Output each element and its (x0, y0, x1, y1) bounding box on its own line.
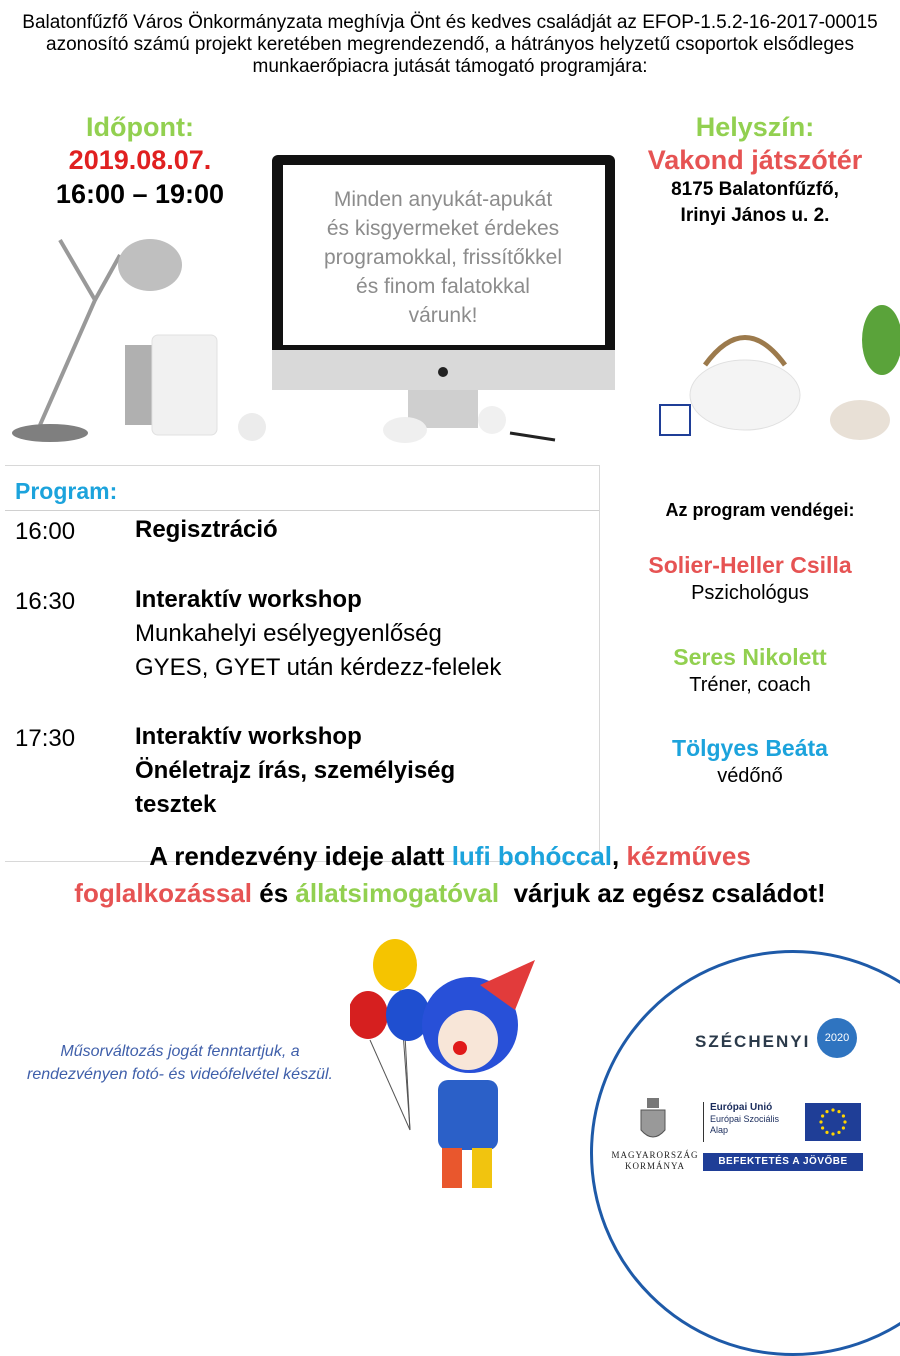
pencil (510, 433, 555, 440)
guest (600, 733, 900, 789)
crumpled-paper (478, 406, 506, 434)
closing-highlight-red: foglalkozással (74, 878, 253, 908)
program-detail: Önéletrajz írás, személyiség (135, 757, 456, 784)
program-title: Interaktív workshop (135, 586, 362, 613)
apple-logo-icon (438, 367, 448, 377)
guest-name: Tölgyes Beáta (672, 735, 828, 761)
closing-highlight-blue: lufi bohóccal (451, 841, 613, 871)
venue-address-line: Irinyi János u. 2. (680, 205, 830, 226)
monitor-message-line: várunk! (408, 304, 478, 327)
program-item (135, 720, 455, 822)
event-time: 16:00 – 19:00 (55, 179, 225, 209)
program-divider (5, 510, 599, 511)
lamp-shade (118, 239, 182, 291)
bird-figurine (383, 417, 427, 443)
eu-fund-text (703, 1102, 808, 1142)
closing-message (0, 838, 900, 912)
white-ball (238, 413, 266, 441)
closing-highlight-red: kézműves (626, 841, 751, 871)
monitor-message-line: és kisgyermeket érdekes (326, 217, 560, 240)
program-time: 16:00 (15, 518, 76, 545)
guest-name: Seres Nikolett (673, 644, 827, 670)
desk-lamp (40, 240, 120, 425)
investment-banner: BEFEKTETÉS A JÖVŐBE (703, 1153, 863, 1171)
guest (600, 550, 900, 606)
monitor-message-line: és finom falatokkal (356, 275, 530, 298)
clown-leg-right (472, 1148, 492, 1188)
program-time: 16:30 (15, 588, 76, 615)
program-header: Program: (15, 478, 118, 504)
guest-role: Tréner, coach (689, 674, 811, 696)
hungarian-coat-of-arms-icon (638, 1098, 668, 1146)
balloon-yellow (373, 939, 417, 991)
venue-name: Vakond játszótér (647, 145, 863, 175)
program-item (135, 583, 501, 685)
program-detail: tesztek (135, 791, 217, 818)
monitor-message-line: programokkal, frissítőkkel (323, 246, 563, 269)
lamp-base (12, 424, 88, 442)
monitor-message-line: Minden anyukát-apukát (333, 188, 553, 211)
event-date: 2019.08.07. (68, 145, 212, 175)
plant (862, 305, 900, 375)
closing-text: várjuk az egész családot! (499, 878, 826, 908)
szechenyi-2020-badge: 2020 (817, 1018, 857, 1058)
guest-role: védőnő (717, 765, 783, 787)
pen-holder (125, 345, 155, 425)
event-time-block (20, 112, 260, 211)
cup (660, 405, 690, 435)
szechenyi-logo-text: SZÉCHENYI (695, 1032, 811, 1051)
white-vase (152, 335, 217, 435)
eu-line: Alap (710, 1125, 729, 1135)
closing-text: , (612, 841, 627, 871)
clown-body (438, 1080, 498, 1150)
program-title: Regisztráció (135, 516, 278, 543)
guest-name: Solier-Heller Csilla (648, 552, 852, 578)
venue-address-line: 8175 Balatonfűzfő, (671, 179, 839, 200)
program-detail: Munkahelyi esélyegyenlőség (135, 620, 442, 647)
government-label-line: MAGYARORSZÁG (611, 1150, 699, 1160)
disclaimer-note: Műsorváltozás jogát fenntartjuk, a rendezvényen fotó- és videófelvétel készül. (27, 1043, 333, 1083)
eu-line: Európai Unió (710, 1102, 773, 1113)
headphones (830, 400, 890, 440)
program-detail: GYES, GYET után kérdezz-felelek (135, 654, 502, 681)
guests-title: Az program vendégei: (665, 500, 855, 520)
eu-flag-icon (805, 1103, 861, 1141)
venue-label: Helyszín: (695, 112, 815, 142)
program-time: 17:30 (15, 725, 76, 752)
guest-role: Pszichológus (691, 582, 809, 604)
clown-illustration (350, 930, 550, 1200)
government-label (605, 1150, 705, 1172)
time-label: Időpont: (86, 112, 194, 142)
program-title: Interaktív workshop (135, 723, 362, 750)
clown-leg-left (442, 1148, 462, 1188)
venue-block (610, 112, 900, 229)
guest (600, 642, 900, 698)
closing-text: és (252, 878, 296, 908)
balloon-red (350, 991, 388, 1039)
clown-face (438, 1010, 498, 1070)
monitor-message (288, 185, 598, 330)
kettle (690, 360, 800, 430)
clown-nose (453, 1041, 467, 1055)
eu-line: Európai Szociális (710, 1114, 780, 1124)
closing-text: A rendezvény ideje alatt (149, 841, 452, 871)
government-label-line: KORMÁNYA (624, 1161, 685, 1171)
intro-text: Balatonfűzfő Város Önkormányzata meghívja Önt és kedves családját az EFOP-1.5.2-16-2017-00015 azonosító számú projekt keretében megrendezendő, a hátrányos helyzetű csoportok elsődleges munkaerőpiacra jutását támogató programjára: (22, 12, 878, 77)
closing-highlight-green: állatsimogatóval (295, 878, 500, 908)
